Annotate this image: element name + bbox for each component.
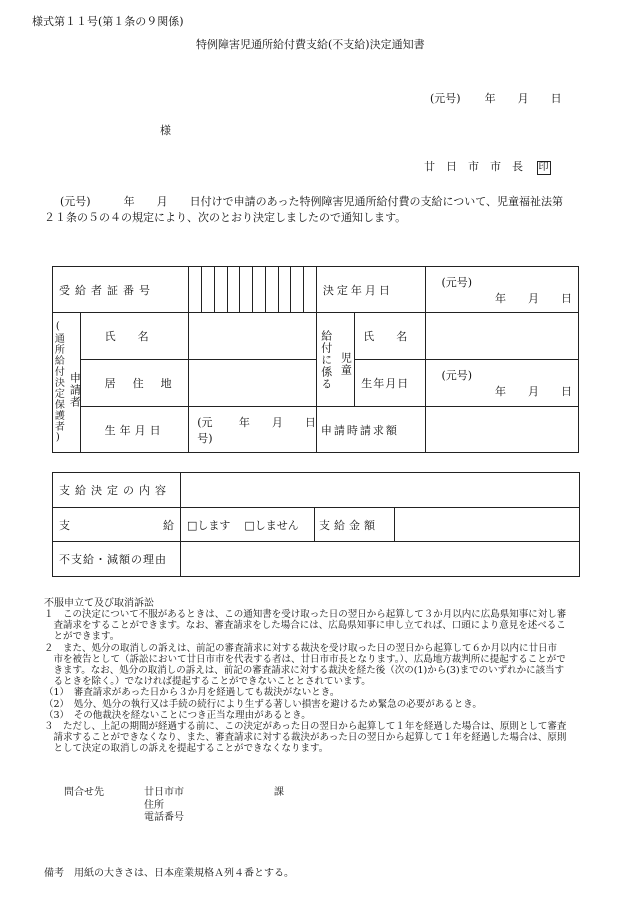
- payment-label: 支 給: [53, 508, 181, 542]
- child-dob-value: (元号) 年 月 日: [425, 360, 578, 407]
- notes-heading: 不服申立て及び取消訴訟: [44, 598, 154, 609]
- decision-table: [52, 266, 579, 453]
- body-line-2: ２１条の５の４の規定により、次のとおり決定しましたので通知します。: [44, 211, 407, 224]
- decision-content-value: [181, 473, 580, 508]
- document-title: 特例障害児通所給付費支給(不支給)決定通知書: [196, 38, 425, 51]
- note-line: として決定の取消しの訴えを提起することができなくなります。: [44, 743, 329, 755]
- contact-label: 問合せ先: [64, 787, 104, 798]
- applicant-dob-value: (元号) 年 月 日: [189, 407, 317, 453]
- cert-digit-cell: [253, 267, 266, 313]
- applicant-heading: (通所給付決定保護者) 申請者: [53, 313, 81, 453]
- note-line: るときを除く。）でなければ提起することができないこととされています。: [44, 676, 371, 688]
- contact-address: 住所: [144, 800, 164, 811]
- decision-content-label: 支給決定の内容: [53, 473, 181, 508]
- note-line: とができます。: [44, 631, 120, 643]
- cert-digit-cell: [304, 267, 317, 313]
- remark: 備考 用紙の大きさは、日本産業規格Ａ列４番とする。: [44, 868, 294, 879]
- contact-section: 課: [274, 787, 284, 798]
- option-pay: □します: [187, 518, 231, 532]
- address-value: [189, 360, 317, 407]
- note-line: （3） その他裁決を経ないことにつき正当な理由があるとき。: [44, 709, 311, 721]
- cert-digit-cell: [202, 267, 215, 313]
- form-number: 様式第１１号(第１条の９関係): [32, 15, 184, 28]
- claim-amount-label: 申請時請求額: [316, 407, 425, 453]
- applicant-name-value: [189, 313, 317, 360]
- payment-options: [181, 508, 315, 542]
- contact-phone: 電話番号: [144, 812, 184, 823]
- note-line: （1） 審査請求があった日から３か月を経過しても裁決がないとき。: [44, 687, 340, 699]
- note-line: ２ また、処分の取消しの訴えは、前記の審査請求に対する裁決を受け取った日の翌日から起算して６か月以内に廿日市: [44, 642, 558, 654]
- payment-amount-label: 支給金額: [315, 508, 395, 542]
- note-line: 請求することができなくなり、また、審査請求に対する裁決があった日の翌日から起算して１年を経過した場合は、原則: [44, 732, 567, 744]
- child-dob-label: 生年月日: [355, 360, 425, 407]
- decision-date-label: 決定年月日: [316, 267, 425, 313]
- note-line: （2） 処分、処分の執行又は手続の続行により生ずる著しい損害を避けるため緊急の必要があるとき。: [44, 698, 482, 710]
- payment-amount-value: [395, 508, 580, 542]
- note-line: １ この決定について不服があるときは、この通知書を受け取った日の翌日から起算して３か月以内に広島県知事に対し審: [44, 609, 567, 620]
- applicant-name-label: 氏 名: [80, 313, 189, 360]
- note-line: きます。なお、処分の取消しの訴えは、前記の審査請求に対する裁決を経た後（次の(1)から(3)までのいずれかに該当す: [44, 665, 565, 677]
- cert-digit-cell: [291, 267, 304, 313]
- body-line-1: (元号) 年 月 日付けで申請のあった特例障害児通所給付費の支給について、児童福祉法第: [60, 195, 564, 208]
- cert-number-label: 受給者証番号: [53, 267, 189, 313]
- note-line: 査請求をすることができます。なお、審査請求をした場合には、広島県知事に申し立てれば、口頭により意見を述べるこ: [44, 620, 566, 632]
- cert-digit-cell: [278, 267, 291, 313]
- addressee-suffix: 様: [160, 124, 171, 137]
- payment-table: [52, 472, 580, 577]
- cert-digit-cell: [214, 267, 227, 313]
- child-name-label: 氏 名: [355, 313, 425, 360]
- cert-digit-cell: [227, 267, 240, 313]
- note-line: 市を被告として（訴訟において廿日市市を代表する者は、廿日市市長となります。）、広島地方裁判所に提起することがで: [44, 653, 566, 665]
- option-no-pay: □しません: [244, 518, 299, 532]
- reason-value: [181, 542, 580, 577]
- claim-amount-value: [425, 407, 578, 453]
- cert-digit-cell: [265, 267, 278, 313]
- seal-mark: 印: [538, 162, 549, 173]
- notes-body: [44, 609, 566, 755]
- decision-date-value: (元号) 年 月 日: [425, 267, 578, 313]
- notice-date: (元号) 年 月 日: [430, 92, 562, 105]
- address-label: 居 住 地: [80, 360, 189, 407]
- note-line: ３ ただし、上記の期間が経過する前に、この決定があった日の翌日から起算して１年を経過した場合は、原則として審査: [44, 721, 567, 733]
- child-name-value: [425, 313, 578, 360]
- child-heading: 給付に係る 児童: [316, 313, 354, 407]
- cert-digit-cell: [189, 267, 202, 313]
- cert-digit-cell: [240, 267, 253, 313]
- reason-label: 不支給・減額の理由: [53, 542, 181, 577]
- applicant-dob-label: 生年月日: [80, 407, 189, 453]
- issuer: 廿 日 市 市 長 印: [424, 160, 549, 173]
- contact-org: 廿日市市: [144, 787, 184, 798]
